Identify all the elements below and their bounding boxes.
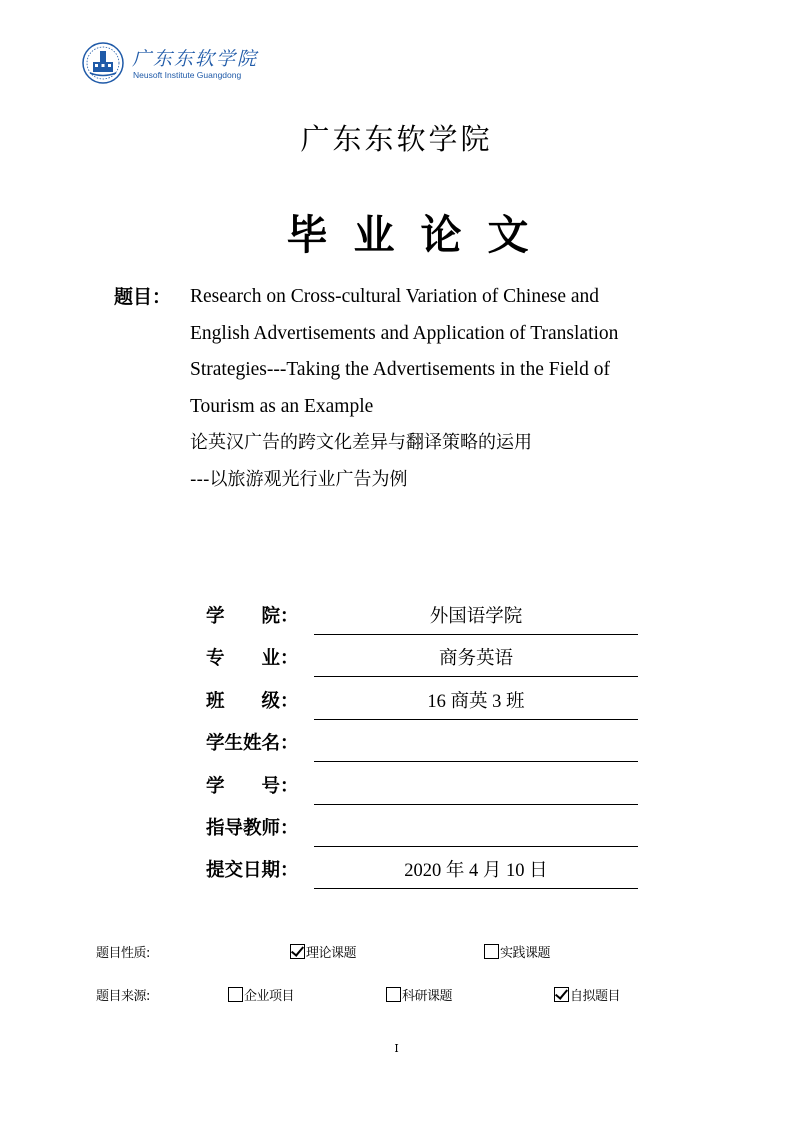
info-value: 16 商英 3 班 bbox=[427, 691, 525, 712]
info-label: 学 号： bbox=[206, 775, 299, 797]
info-value: 外国语学院 bbox=[429, 607, 523, 627]
info-label: 班 级： bbox=[206, 690, 299, 712]
topic-line-en: Research on Cross-cultural Variation of Chinese and bbox=[190, 286, 600, 307]
topic-nature-label: 题目性质: bbox=[96, 946, 150, 961]
info-row-major bbox=[206, 638, 646, 680]
checkbox-unchecked[interactable] bbox=[484, 944, 499, 959]
checkbox-unchecked[interactable] bbox=[228, 987, 243, 1002]
institute-emblem-icon bbox=[82, 42, 124, 84]
info-row-submit-date bbox=[206, 850, 646, 892]
info-row-student-name bbox=[206, 723, 646, 765]
info-row-student-id bbox=[206, 766, 646, 808]
topic-line-en: English Advertisements and Application of Translation bbox=[190, 322, 619, 344]
info-value: 商务英语 bbox=[438, 649, 513, 670]
info-row-college bbox=[206, 596, 646, 638]
topic-line-cn: ---以旅游观光行业广告为例 bbox=[190, 468, 408, 490]
topic-source-option-self[interactable] bbox=[554, 985, 620, 1004]
student-info-form bbox=[206, 596, 646, 893]
logo-name-cn: 广东东软学院 bbox=[132, 48, 259, 70]
topic-source-option-research[interactable] bbox=[386, 985, 452, 1004]
logo-name-en: Neusoft Institute Guangdong bbox=[133, 70, 242, 80]
page-number: I bbox=[394, 1042, 399, 1055]
topic-text bbox=[190, 279, 710, 498]
underline bbox=[314, 888, 638, 889]
option-label: 企业项目 bbox=[244, 989, 295, 1004]
info-label: 专 业： bbox=[206, 648, 299, 670]
option-label: 理论课题 bbox=[306, 946, 357, 961]
info-label: 学生姓名： bbox=[206, 733, 299, 755]
info-label: 学 院： bbox=[206, 606, 299, 627]
underline bbox=[314, 676, 638, 677]
info-label: 提交日期： bbox=[206, 860, 299, 882]
checkbox-checked[interactable] bbox=[290, 944, 305, 959]
option-label: 实践课题 bbox=[500, 946, 551, 961]
document-title: 毕业论文 bbox=[286, 211, 555, 259]
topic-nature-option-theory[interactable] bbox=[290, 942, 356, 961]
underline bbox=[314, 846, 638, 847]
underline bbox=[314, 719, 638, 720]
underline bbox=[314, 634, 638, 635]
underline bbox=[314, 761, 638, 762]
topic-line-cn: 论英汉广告的跨文化差异与翻译策略的运用 bbox=[190, 432, 532, 453]
topic-nature-option-practice[interactable] bbox=[484, 942, 550, 961]
info-row-advisor bbox=[206, 808, 646, 850]
topic-source-label: 题目来源: bbox=[96, 989, 150, 1004]
option-label: 自拟题目 bbox=[570, 989, 621, 1004]
topic-line-en: Tourism as an Example bbox=[190, 395, 374, 417]
checkbox-unchecked[interactable] bbox=[386, 987, 401, 1002]
topic-line-en: Strategies---Taking the Advertisements in the Field of bbox=[190, 359, 610, 380]
info-label: 指导教师： bbox=[206, 817, 299, 839]
college-name: 广东东软学院 bbox=[300, 122, 493, 156]
topic-source-option-enterprise[interactable] bbox=[228, 985, 294, 1004]
option-label: 科研课题 bbox=[402, 989, 453, 1004]
info-row-class bbox=[206, 681, 646, 723]
checkbox-checked[interactable] bbox=[554, 987, 569, 1002]
institute-logo bbox=[82, 42, 259, 86]
underline bbox=[314, 804, 638, 805]
topic-label: 题目： bbox=[114, 286, 172, 308]
info-value: 2020 年 4 月 10 日 bbox=[404, 861, 548, 882]
